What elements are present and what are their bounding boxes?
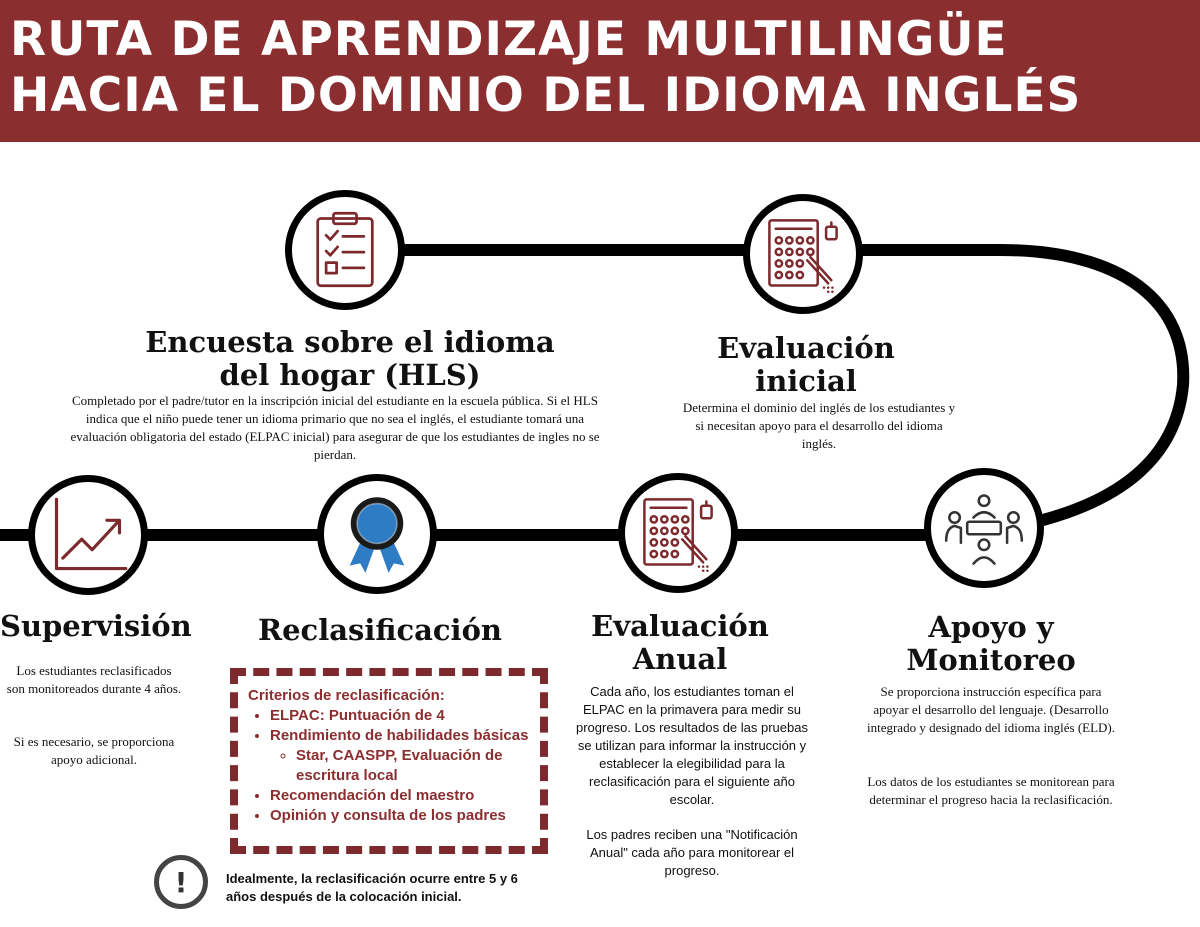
hls-title-line-1: Encuesta sobre el idioma	[145, 325, 555, 359]
test-answer-sheet-icon	[761, 212, 845, 296]
support-monitoring-title-line-1: Apoyo y	[928, 610, 1054, 644]
support-monitoring-description-1: Se proporciona instrucción específica para apoyar el desarrollo del lenguaje. (Desarrollo integrado y designado del idioma inglés (ELD).	[866, 684, 1116, 735]
criteria-subitem: ◦ Star, CAASPP, Evaluación de escritura local	[296, 746, 530, 786]
annual-evaluation-title-line-1: Evaluación	[591, 609, 769, 643]
criteria-heading: Criterios de reclasificación:	[248, 687, 445, 704]
page-title-line-1: RUTA DE APRENDIZAJE MULTILINGÜE	[10, 12, 1008, 67]
support-monitoring-title	[880, 611, 1102, 677]
page-title-line-2: HACIA EL DOMINIO DEL IDIOMA INGLÉS	[10, 68, 1082, 123]
initial-evaluation-node	[743, 194, 863, 314]
supervision-node	[28, 475, 148, 595]
test-answer-sheet-icon	[636, 491, 720, 575]
hls-node	[285, 190, 405, 310]
reclassification-criteria-box	[230, 668, 548, 854]
criteria-item-label: Rendimiento de habilidades básicas	[270, 727, 529, 744]
criteria-item	[270, 726, 530, 786]
initial-evaluation-title-line-2: inicial	[755, 364, 857, 398]
hls-title-line-2: del hogar (HLS)	[219, 358, 481, 392]
clipboard-checklist-icon	[303, 208, 387, 292]
annual-evaluation-description-2: Los padres reciben una "Notificación Anual" cada año para monitorear el progreso.	[586, 827, 798, 878]
support-monitoring-title-line-2: Monitoreo	[906, 643, 1076, 677]
reclassification-node	[317, 474, 437, 594]
criteria-item: • Opinión y consulta de los padres	[270, 806, 530, 826]
annual-evaluation-title	[570, 610, 790, 676]
supervision-title: Supervisión	[0, 609, 192, 643]
supervision-description-1: Los estudiantes reclasificados son monitoreados durante 4 años.	[6, 663, 182, 696]
initial-evaluation-description: Determina el dominio del inglés de los estudiantes y si necesitan apoyo para el desarrollo del idioma inglés.	[682, 400, 956, 451]
criteria-sublist	[270, 746, 530, 786]
annual-evaluation-description-1: Cada año, los estudiantes toman el ELPAC en la primavera para medir su progreso. Los resultados de las pruebas se utilizan para informar la instrucción y establecer la elegibilidad para la reclasificación para el siguiente año escolar.	[576, 684, 808, 807]
hls-title	[140, 326, 560, 392]
support-monitoring-node	[924, 468, 1044, 588]
annual-evaluation-node	[618, 473, 738, 593]
exclamation-icon: !	[154, 855, 208, 909]
supervision-description-2: Si es necesario, se proporciona apoyo adicional.	[13, 734, 175, 767]
reclassification-timing-note: Idealmente, la reclasificación ocurre entre 5 y 6 años después de la colocación inicial.	[226, 871, 518, 904]
support-monitoring-description-2: Los datos de los estudiantes se monitorean para determinar el progreso hacia la reclasificación.	[867, 774, 1115, 807]
criteria-list	[248, 706, 530, 826]
annual-evaluation-title-line-2: Anual	[632, 642, 728, 676]
criteria-item: • ELPAC: Puntuación de 4	[270, 706, 530, 726]
initial-evaluation-title-line-1: Evaluación	[717, 331, 895, 365]
meeting-table-icon	[942, 486, 1026, 570]
initial-evaluation-title	[686, 332, 926, 398]
growth-chart-icon	[46, 493, 130, 577]
criteria-item: • Recomendación del maestro	[270, 786, 530, 806]
reclassification-title: Reclasificación	[258, 613, 502, 647]
hls-description: Completado por el padre/tutor en la inscripción inicial del estudiante en la escuela pública. Si el HLS indica que el niño puede tener un idioma primario que no sea el inglés, el estudiante tomará una evaluación obligatoria del estado (ELPAC inicial) para asegurar de que los estudiantes de ingles no se pierdan.	[70, 393, 600, 462]
award-ribbon-icon	[335, 492, 419, 576]
